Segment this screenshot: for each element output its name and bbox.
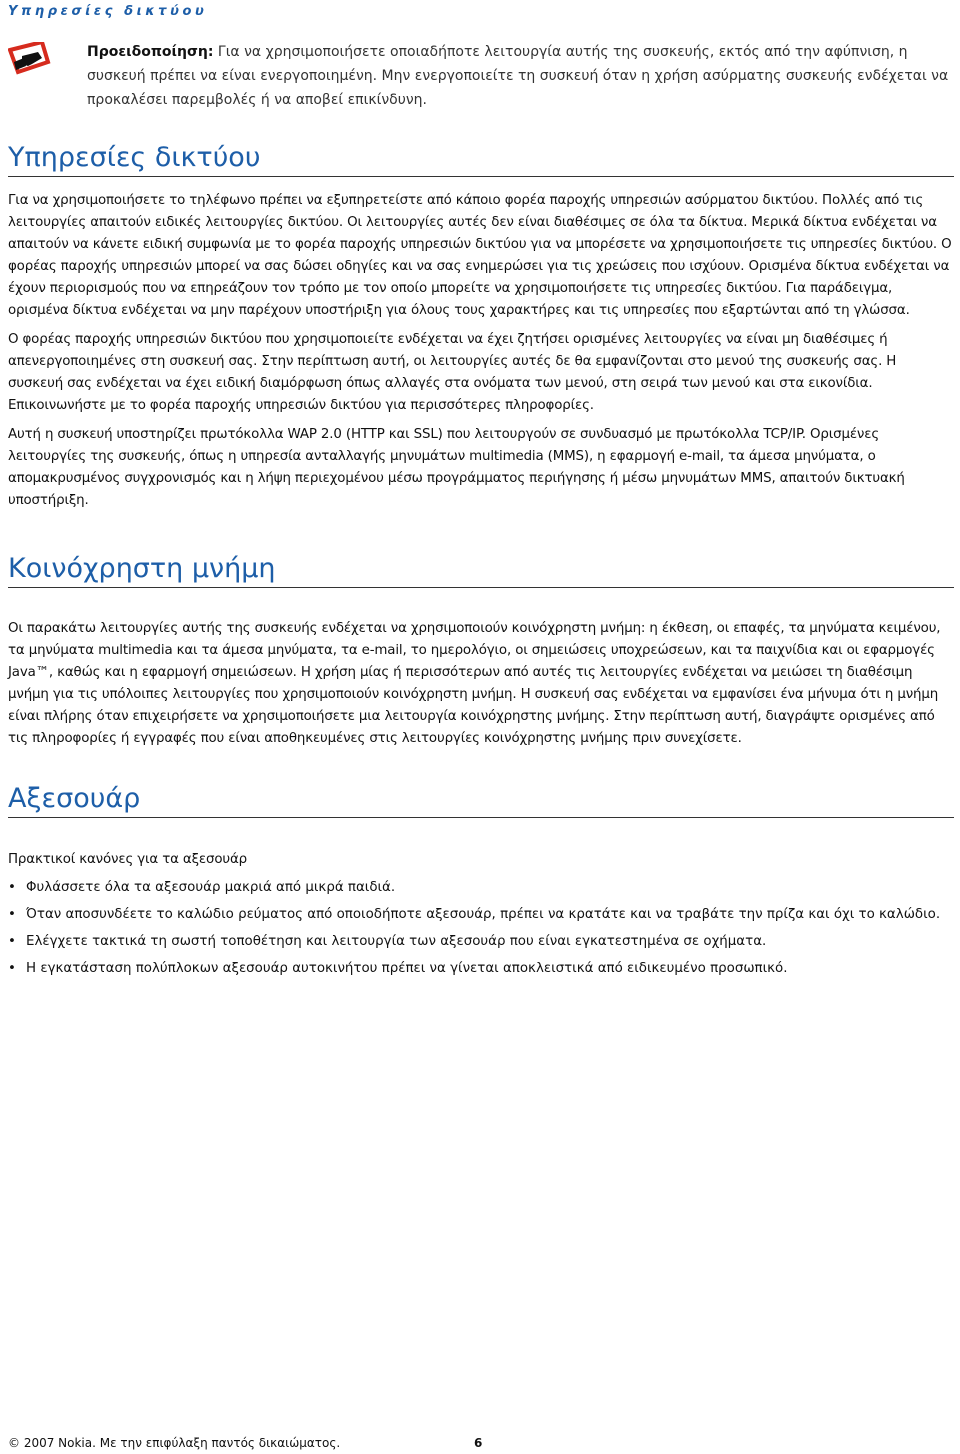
list-item: • Η εγκατάσταση πολύπλοκων αξεσουάρ αυτοκινήτου πρέπει να γίνεται αποκλειστικά από ειδικευμένο προσωπικό. <box>8 958 954 980</box>
section-title: Υπηρεσίες δικτύου <box>8 142 261 173</box>
warning-label: Προειδοποίηση: <box>87 44 214 60</box>
section-title: Κοινόχρηστη μνήμη <box>8 553 276 584</box>
accessories-list <box>8 877 954 980</box>
running-header: Υπηρεσίες δικτύου <box>8 4 208 19</box>
section-network-services <box>8 140 954 519</box>
warning-body: Για να χρησιμοποιήσετε οποιαδήποτε λειτουργία αυτής της συσκευής, εκτός από την αφύπνιση, η συσκευή πρέπει να είναι ενεργοποιημένη. Μην ενεργοποιείτε τη συσκευή όταν η χρήση ασύρματης συσκευής ενδέχεται να προκαλέσει παρεμβολές ή να αποβεί επικίνδυνη. <box>87 44 949 108</box>
list-item: • Όταν αποσυνδέετε το καλώδιο ρεύματος από οποιοδήποτε αξεσουάρ, πρέπει να κρατάτε και να τραβάτε την πρίζα και όχι το καλώδιο. <box>8 904 954 926</box>
section-title: Αξεσουάρ <box>8 783 141 814</box>
paragraph: Ο φορέας παροχής υπηρεσιών δικτύου που χρησιμοποιείτε ενδέχεται να έχει ζητήσει ορισμένες λειτουργίες να είναι μη διαθέσιμες ή απενεργοποιημένες στη συσκευή σας. Στην περίπτωση αυτή, οι λειτουργίες αυτές δε θα εμφανίζονται στο μενού της συσκευής σας. Η συσκευή σας ενδέχεται να έχει ειδική διαμόρφωση όπως αλλαγές στα ονόματα των μενού, στη σειρά των μενού και στα εικονίδια. Επικοινωνήστε με το φορέα παροχής υπηρεσιών δικτύου για περισσότερες πληροφορίες. <box>8 332 897 413</box>
copyright: © 2007 Nokia. Με την επιφύλαξη παντός δικαιώματος. <box>8 1436 341 1450</box>
heading-rule <box>8 817 954 818</box>
heading-rule <box>8 176 954 177</box>
paragraph: Για να χρησιμοποιήσετε το τηλέφωνο πρέπει να εξυπηρετείστε από κάποιο φορέα παροχής υπηρεσιών ασύρματου δικτύου. Πολλές από τις λειτουργίες απαιτούν ειδικές λειτουργίες δικτύου. Οι λειτουργίες αυτές δεν είναι διαθέσιμες σε όλα τα δίκτυα. Μερικά δίκτυα ενδέχεται να απαιτούν να κάνετε ειδική συμφωνία με το φορέα παροχής υπηρεσιών δικτύου για να μπορέσετε να χρησιμοποιήσετε τις υπηρεσίες δικτύου. Ο φορέας παροχής υπηρεσιών μπορεί να σας δώσει οδηγίες και να σας ενημερώσει για τις χρεώσεις που ισχύουν. Ορισμένα δίκτυα ενδέχεται να έχουν περιορισμούς που να επηρεάζουν τον τρόπο με τον οποίο μπορείτε να χρησιμοποιήσετε τις υπηρεσίες δικτύου. Για παράδειγμα, ορισμένα δίκτυα ενδέχεται να μην παρέχουν υποστήριξη για όλους τους χαρακτήρες και τις υπηρεσίες που εξαρτώνται από τη γλώσσα. <box>8 193 952 318</box>
paragraph: Οι παρακάτω λειτουργίες αυτής της συσκευής ενδέχεται να χρησιμοποιούν κοινόχρηστη μνήμη: η έκθεση, οι επαφές, τα μηνύματα κειμένου, τα μηνύματα multimedia και τα άμεσα μηνύματα, τα e-mail, το ημερολόγιο, οι σημειώσεις υποχρεώσεων, και τα παιχνίδια και οι εφαρμογές Java™, καθώς και η εφαρμογή σημειώσεων. Η χρήση μίας ή περισσότερων από αυτές τις λειτουργίες ενδέχεται να μειώσει τη διαθέσιμη μνήμη για τις υπόλοιπες λειτουργίες που χρησιμοποιούν κοινόχρηστη μνήμη. Η συσκευή σας ενδέχεται να εμφανίσει ένα μήνυμα ότι η μνήμη είναι πλήρης όταν επιχειρήσετε να χρησιμοποιήσετε μια λειτουργία κοινόχρηστης μνήμης. Στην περίπτωση αυτή, διαγράψτε ορισμένες από τις πληροφορίες ή εγγραφές που είναι αποθηκευμένες στις λειτουργίες κοινόχρηστης μνήμης πριν συνεχίσετε. <box>8 621 941 746</box>
paragraph: Αυτή η συσκευή υποστηρίζει πρωτόκολλα WAP 2.0 (HTTP και SSL) που λειτουργούν σε συνδυασμό με πρωτόκολλα TCP/IP. Ορισμένες λειτουργίες της συσκευής, όπως η υπηρεσία ανταλλαγής μηνυμάτων multimedia (MMS), η εφαρμογή e-mail, τα άμεσα μηνύματα, ο απομακρυσμένος συγχρονισμός και η λήψη περιεχομένου μέσω προγράμματος περιήγησης ή μέσω μηνυμάτων MMS, απαιτούν δικτυακή υποστήριξη. <box>8 427 905 508</box>
warning-hand-icon <box>8 42 52 78</box>
section-shared-memory <box>8 551 954 757</box>
section-accessories <box>8 781 954 985</box>
page-number: 6 <box>474 1436 483 1450</box>
warning-note <box>8 40 953 112</box>
list-item: • Ελέγχετε τακτικά τη σωστή τοποθέτηση και λειτουργία των αξεσουάρ που είναι εγκατεστημένα σε οχήματα. <box>8 931 954 953</box>
list-item: • Φυλάσσετε όλα τα αξεσουάρ μακριά από μικρά παιδιά. <box>8 877 954 899</box>
warning-text <box>87 40 953 112</box>
heading-rule <box>8 587 954 588</box>
accessories-intro: Πρακτικοί κανόνες για τα αξεσουάρ <box>8 852 247 867</box>
